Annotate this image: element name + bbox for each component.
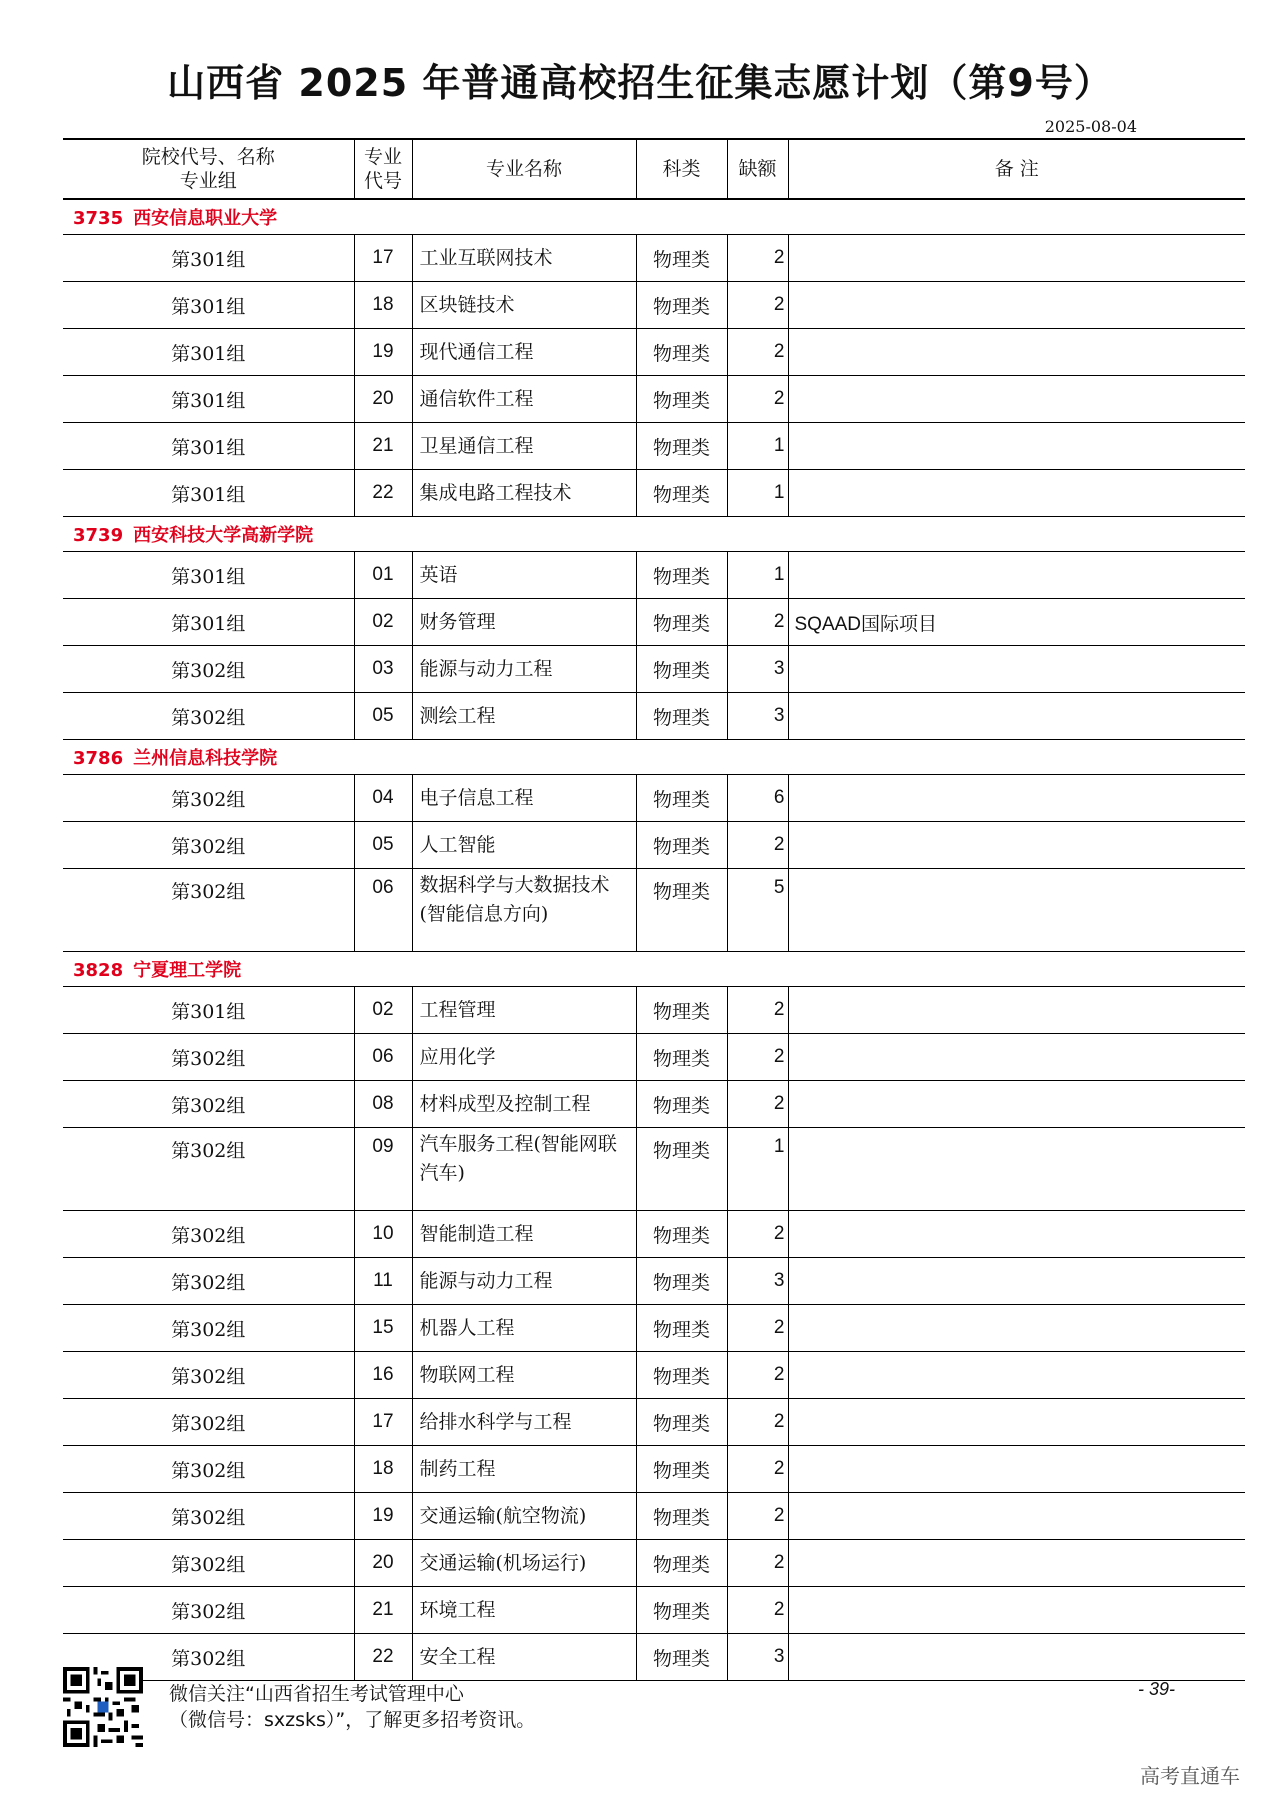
group-cell: 第302组 bbox=[63, 1258, 354, 1305]
table-row bbox=[63, 282, 1245, 329]
group-cell: 第302组 bbox=[63, 1587, 354, 1634]
table-body bbox=[63, 199, 1245, 1681]
major-name-cell: 卫星通信工程 bbox=[412, 423, 636, 470]
major-name-cell: 能源与动力工程 bbox=[412, 1258, 636, 1305]
group-cell: 第301组 bbox=[63, 235, 354, 282]
quota-cell: 2 bbox=[727, 1399, 788, 1446]
major-code-cell: 21 bbox=[354, 423, 412, 470]
page-number: - 39- bbox=[1137, 1679, 1175, 1699]
category-cell: 物理类 bbox=[636, 1587, 727, 1634]
quota-cell: 1 bbox=[727, 423, 788, 470]
major-name-cell: 安全工程 bbox=[412, 1634, 636, 1681]
school-row bbox=[63, 517, 1245, 552]
group-cell: 第302组 bbox=[63, 693, 354, 740]
note-cell bbox=[788, 1587, 1245, 1634]
group-cell: 第302组 bbox=[63, 1128, 354, 1211]
header-category: 科类 bbox=[636, 139, 727, 199]
major-code-cell: 04 bbox=[354, 775, 412, 822]
category-cell: 物理类 bbox=[636, 987, 727, 1034]
quota-cell: 2 bbox=[727, 1352, 788, 1399]
major-name-cell: 通信软件工程 bbox=[412, 376, 636, 423]
header-code: 专业 代号 bbox=[354, 139, 412, 199]
brand-watermark: 高考直通车 bbox=[1140, 1764, 1240, 1788]
major-name-cell: 测绘工程 bbox=[412, 693, 636, 740]
major-name-cell: 工业互联网技术 bbox=[412, 235, 636, 282]
qr-code-icon bbox=[63, 1667, 143, 1747]
table-row bbox=[63, 987, 1245, 1034]
major-name-cell: 交通运输(航空物流) bbox=[412, 1493, 636, 1540]
category-cell: 物理类 bbox=[636, 423, 727, 470]
group-cell: 第301组 bbox=[63, 423, 354, 470]
publish-date: 2025-08-04 bbox=[1044, 117, 1137, 136]
major-code-cell: 08 bbox=[354, 1081, 412, 1128]
school-code: 3739 bbox=[73, 525, 124, 546]
enrollment-table-wrap bbox=[63, 138, 1245, 1681]
category-cell: 物理类 bbox=[636, 1211, 727, 1258]
note-cell bbox=[788, 1034, 1245, 1081]
note-cell bbox=[788, 775, 1245, 822]
table-row bbox=[63, 1587, 1245, 1634]
table-row bbox=[63, 1540, 1245, 1587]
table-row bbox=[63, 1034, 1245, 1081]
group-cell: 第302组 bbox=[63, 775, 354, 822]
group-cell: 第302组 bbox=[63, 1399, 354, 1446]
table-row bbox=[63, 822, 1245, 869]
note-cell bbox=[788, 1540, 1245, 1587]
group-cell: 第302组 bbox=[63, 1034, 354, 1081]
school-row bbox=[63, 199, 1245, 235]
major-code-cell: 02 bbox=[354, 599, 412, 646]
note-cell bbox=[788, 1128, 1245, 1211]
note-cell bbox=[788, 646, 1245, 693]
school-heading bbox=[63, 517, 1245, 552]
major-name-cell: 能源与动力工程 bbox=[412, 646, 636, 693]
group-cell: 第302组 bbox=[63, 1446, 354, 1493]
group-cell: 第302组 bbox=[63, 1211, 354, 1258]
category-cell: 物理类 bbox=[636, 1258, 727, 1305]
major-code-cell: 22 bbox=[354, 1634, 412, 1681]
quota-cell: 3 bbox=[727, 1634, 788, 1681]
note-cell bbox=[788, 1211, 1245, 1258]
note-cell bbox=[788, 470, 1245, 517]
major-code-cell: 03 bbox=[354, 646, 412, 693]
table-row bbox=[63, 1446, 1245, 1493]
quota-cell: 2 bbox=[727, 1587, 788, 1634]
school-row bbox=[63, 740, 1245, 775]
quota-cell: 2 bbox=[727, 1034, 788, 1081]
enrollment-table bbox=[63, 138, 1245, 1681]
table-row bbox=[63, 599, 1245, 646]
category-cell: 物理类 bbox=[636, 775, 727, 822]
quota-cell: 3 bbox=[727, 1258, 788, 1305]
major-name-cell: 给排水科学与工程 bbox=[412, 1399, 636, 1446]
quota-cell: 2 bbox=[727, 1211, 788, 1258]
note-cell bbox=[788, 822, 1245, 869]
major-code-cell: 21 bbox=[354, 1587, 412, 1634]
major-name-cell: 数据科学与大数据技术(智能信息方向) bbox=[412, 869, 636, 952]
note-cell bbox=[788, 376, 1245, 423]
note-cell bbox=[788, 1399, 1245, 1446]
header-note: 备 注 bbox=[788, 139, 1245, 199]
quota-cell: 3 bbox=[727, 646, 788, 693]
school-heading bbox=[63, 952, 1245, 987]
note-cell bbox=[788, 869, 1245, 952]
quota-cell: 2 bbox=[727, 1493, 788, 1540]
header-group: 院校代号、名称 专业组 bbox=[63, 139, 354, 199]
major-code-cell: 05 bbox=[354, 693, 412, 740]
school-heading bbox=[63, 740, 1245, 775]
quota-cell: 2 bbox=[727, 987, 788, 1034]
table-row bbox=[63, 1399, 1245, 1446]
major-name-cell: 财务管理 bbox=[412, 599, 636, 646]
quota-cell: 2 bbox=[727, 1081, 788, 1128]
major-code-cell: 06 bbox=[354, 869, 412, 952]
group-cell: 第301组 bbox=[63, 282, 354, 329]
quota-cell: 6 bbox=[727, 775, 788, 822]
quota-cell: 2 bbox=[727, 1305, 788, 1352]
note-cell bbox=[788, 1446, 1245, 1493]
quota-cell: 2 bbox=[727, 235, 788, 282]
group-cell: 第302组 bbox=[63, 1540, 354, 1587]
category-cell: 物理类 bbox=[636, 282, 727, 329]
major-code-cell: 01 bbox=[354, 552, 412, 599]
note-cell bbox=[788, 1352, 1245, 1399]
note-cell bbox=[788, 423, 1245, 470]
table-row bbox=[63, 329, 1245, 376]
major-code-cell: 09 bbox=[354, 1128, 412, 1211]
quota-cell: 2 bbox=[727, 599, 788, 646]
note-cell bbox=[788, 1493, 1245, 1540]
note-cell bbox=[788, 282, 1245, 329]
category-cell: 物理类 bbox=[636, 235, 727, 282]
quota-cell: 2 bbox=[727, 1540, 788, 1587]
major-name-cell: 物联网工程 bbox=[412, 1352, 636, 1399]
group-cell: 第302组 bbox=[63, 1081, 354, 1128]
table-row bbox=[63, 423, 1245, 470]
major-name-cell: 应用化学 bbox=[412, 1034, 636, 1081]
note-cell bbox=[788, 693, 1245, 740]
group-cell: 第302组 bbox=[63, 869, 354, 952]
major-code-cell: 18 bbox=[354, 1446, 412, 1493]
quota-cell: 2 bbox=[727, 376, 788, 423]
major-code-cell: 17 bbox=[354, 235, 412, 282]
table-row bbox=[63, 552, 1245, 599]
category-cell: 物理类 bbox=[636, 599, 727, 646]
table-row bbox=[63, 869, 1245, 952]
major-name-cell: 工程管理 bbox=[412, 987, 636, 1034]
group-cell: 第302组 bbox=[63, 1305, 354, 1352]
major-code-cell: 10 bbox=[354, 1211, 412, 1258]
group-cell: 第301组 bbox=[63, 987, 354, 1034]
note-cell bbox=[788, 1258, 1245, 1305]
quota-cell: 3 bbox=[727, 693, 788, 740]
table-row bbox=[63, 775, 1245, 822]
major-code-cell: 11 bbox=[354, 1258, 412, 1305]
table-header-row bbox=[63, 139, 1245, 199]
major-name-cell: 英语 bbox=[412, 552, 636, 599]
table-row bbox=[63, 1211, 1245, 1258]
school-name: 兰州信息科技学院 bbox=[133, 748, 278, 769]
category-cell: 物理类 bbox=[636, 329, 727, 376]
note-cell bbox=[788, 329, 1245, 376]
table-row bbox=[63, 1081, 1245, 1128]
table-row bbox=[63, 1352, 1245, 1399]
major-name-cell: 交通运输(机场运行) bbox=[412, 1540, 636, 1587]
major-code-cell: 18 bbox=[354, 282, 412, 329]
category-cell: 物理类 bbox=[636, 1634, 727, 1681]
category-cell: 物理类 bbox=[636, 869, 727, 952]
quota-cell: 2 bbox=[727, 282, 788, 329]
note-cell: SQAAD国际项目 bbox=[788, 599, 1245, 646]
category-cell: 物理类 bbox=[636, 1128, 727, 1211]
major-code-cell: 19 bbox=[354, 1493, 412, 1540]
category-cell: 物理类 bbox=[636, 1493, 727, 1540]
category-cell: 物理类 bbox=[636, 1034, 727, 1081]
note-cell bbox=[788, 1305, 1245, 1352]
major-name-cell: 机器人工程 bbox=[412, 1305, 636, 1352]
table-row bbox=[63, 376, 1245, 423]
category-cell: 物理类 bbox=[636, 376, 727, 423]
header-name: 专业名称 bbox=[412, 139, 636, 199]
school-row bbox=[63, 952, 1245, 987]
wechat-id-text: （微信号：sxzsks）”，了解更多招考资讯。 bbox=[169, 1709, 536, 1731]
group-cell: 第301组 bbox=[63, 376, 354, 423]
quota-cell: 2 bbox=[727, 1446, 788, 1493]
major-name-cell: 材料成型及控制工程 bbox=[412, 1081, 636, 1128]
category-cell: 物理类 bbox=[636, 1446, 727, 1493]
major-code-cell: 17 bbox=[354, 1399, 412, 1446]
note-cell bbox=[788, 1081, 1245, 1128]
major-name-cell: 电子信息工程 bbox=[412, 775, 636, 822]
table-row bbox=[63, 1258, 1245, 1305]
group-cell: 第301组 bbox=[63, 470, 354, 517]
category-cell: 物理类 bbox=[636, 693, 727, 740]
group-cell: 第301组 bbox=[63, 329, 354, 376]
category-cell: 物理类 bbox=[636, 1540, 727, 1587]
note-cell bbox=[788, 987, 1245, 1034]
major-name-cell: 智能制造工程 bbox=[412, 1211, 636, 1258]
major-code-cell: 20 bbox=[354, 1540, 412, 1587]
group-cell: 第302组 bbox=[63, 822, 354, 869]
category-cell: 物理类 bbox=[636, 1081, 727, 1128]
table-row bbox=[63, 1305, 1245, 1352]
major-name-cell: 汽车服务工程(智能网联汽车) bbox=[412, 1128, 636, 1211]
major-code-cell: 20 bbox=[354, 376, 412, 423]
major-name-cell: 区块链技术 bbox=[412, 282, 636, 329]
header-quota: 缺额 bbox=[727, 139, 788, 199]
major-code-cell: 05 bbox=[354, 822, 412, 869]
major-code-cell: 15 bbox=[354, 1305, 412, 1352]
major-code-cell: 06 bbox=[354, 1034, 412, 1081]
school-name: 西安科技大学高新学院 bbox=[133, 525, 314, 546]
category-cell: 物理类 bbox=[636, 470, 727, 517]
major-name-cell: 人工智能 bbox=[412, 822, 636, 869]
major-code-cell: 19 bbox=[354, 329, 412, 376]
table-row bbox=[63, 646, 1245, 693]
group-cell: 第302组 bbox=[63, 1493, 354, 1540]
table-row bbox=[63, 1128, 1245, 1211]
note-cell bbox=[788, 235, 1245, 282]
school-code: 3735 bbox=[73, 208, 124, 229]
group-cell: 第301组 bbox=[63, 599, 354, 646]
table-row bbox=[63, 470, 1245, 517]
school-name: 西安信息职业大学 bbox=[133, 208, 278, 229]
major-code-cell: 16 bbox=[354, 1352, 412, 1399]
major-name-cell: 现代通信工程 bbox=[412, 329, 636, 376]
category-cell: 物理类 bbox=[636, 552, 727, 599]
page-title: 山西省 2025 年普通高校招生征集志愿计划（第9号） bbox=[167, 61, 1113, 105]
quota-cell: 5 bbox=[727, 869, 788, 952]
group-cell: 第301组 bbox=[63, 552, 354, 599]
school-heading bbox=[63, 199, 1245, 235]
quota-cell: 2 bbox=[727, 329, 788, 376]
school-code: 3786 bbox=[73, 748, 124, 769]
category-cell: 物理类 bbox=[636, 1305, 727, 1352]
school-name: 宁夏理工学院 bbox=[133, 960, 242, 981]
category-cell: 物理类 bbox=[636, 646, 727, 693]
school-code: 3828 bbox=[73, 960, 124, 981]
major-name-cell: 环境工程 bbox=[412, 1587, 636, 1634]
table-row bbox=[63, 1493, 1245, 1540]
group-cell: 第302组 bbox=[63, 1634, 354, 1681]
note-cell bbox=[788, 552, 1245, 599]
category-cell: 物理类 bbox=[636, 822, 727, 869]
table-row bbox=[63, 235, 1245, 282]
quota-cell: 1 bbox=[727, 1128, 788, 1211]
major-code-cell: 02 bbox=[354, 987, 412, 1034]
category-cell: 物理类 bbox=[636, 1352, 727, 1399]
category-cell: 物理类 bbox=[636, 1399, 727, 1446]
footer bbox=[63, 1667, 1245, 1747]
wechat-follow-text: 微信关注“山西省招生考试管理中心 bbox=[169, 1683, 464, 1705]
quota-cell: 1 bbox=[727, 552, 788, 599]
group-cell: 第302组 bbox=[63, 646, 354, 693]
quota-cell: 1 bbox=[727, 470, 788, 517]
group-cell: 第302组 bbox=[63, 1352, 354, 1399]
quota-cell: 2 bbox=[727, 822, 788, 869]
major-name-cell: 集成电路工程技术 bbox=[412, 470, 636, 517]
major-name-cell: 制药工程 bbox=[412, 1446, 636, 1493]
table-row bbox=[63, 693, 1245, 740]
major-code-cell: 22 bbox=[354, 470, 412, 517]
